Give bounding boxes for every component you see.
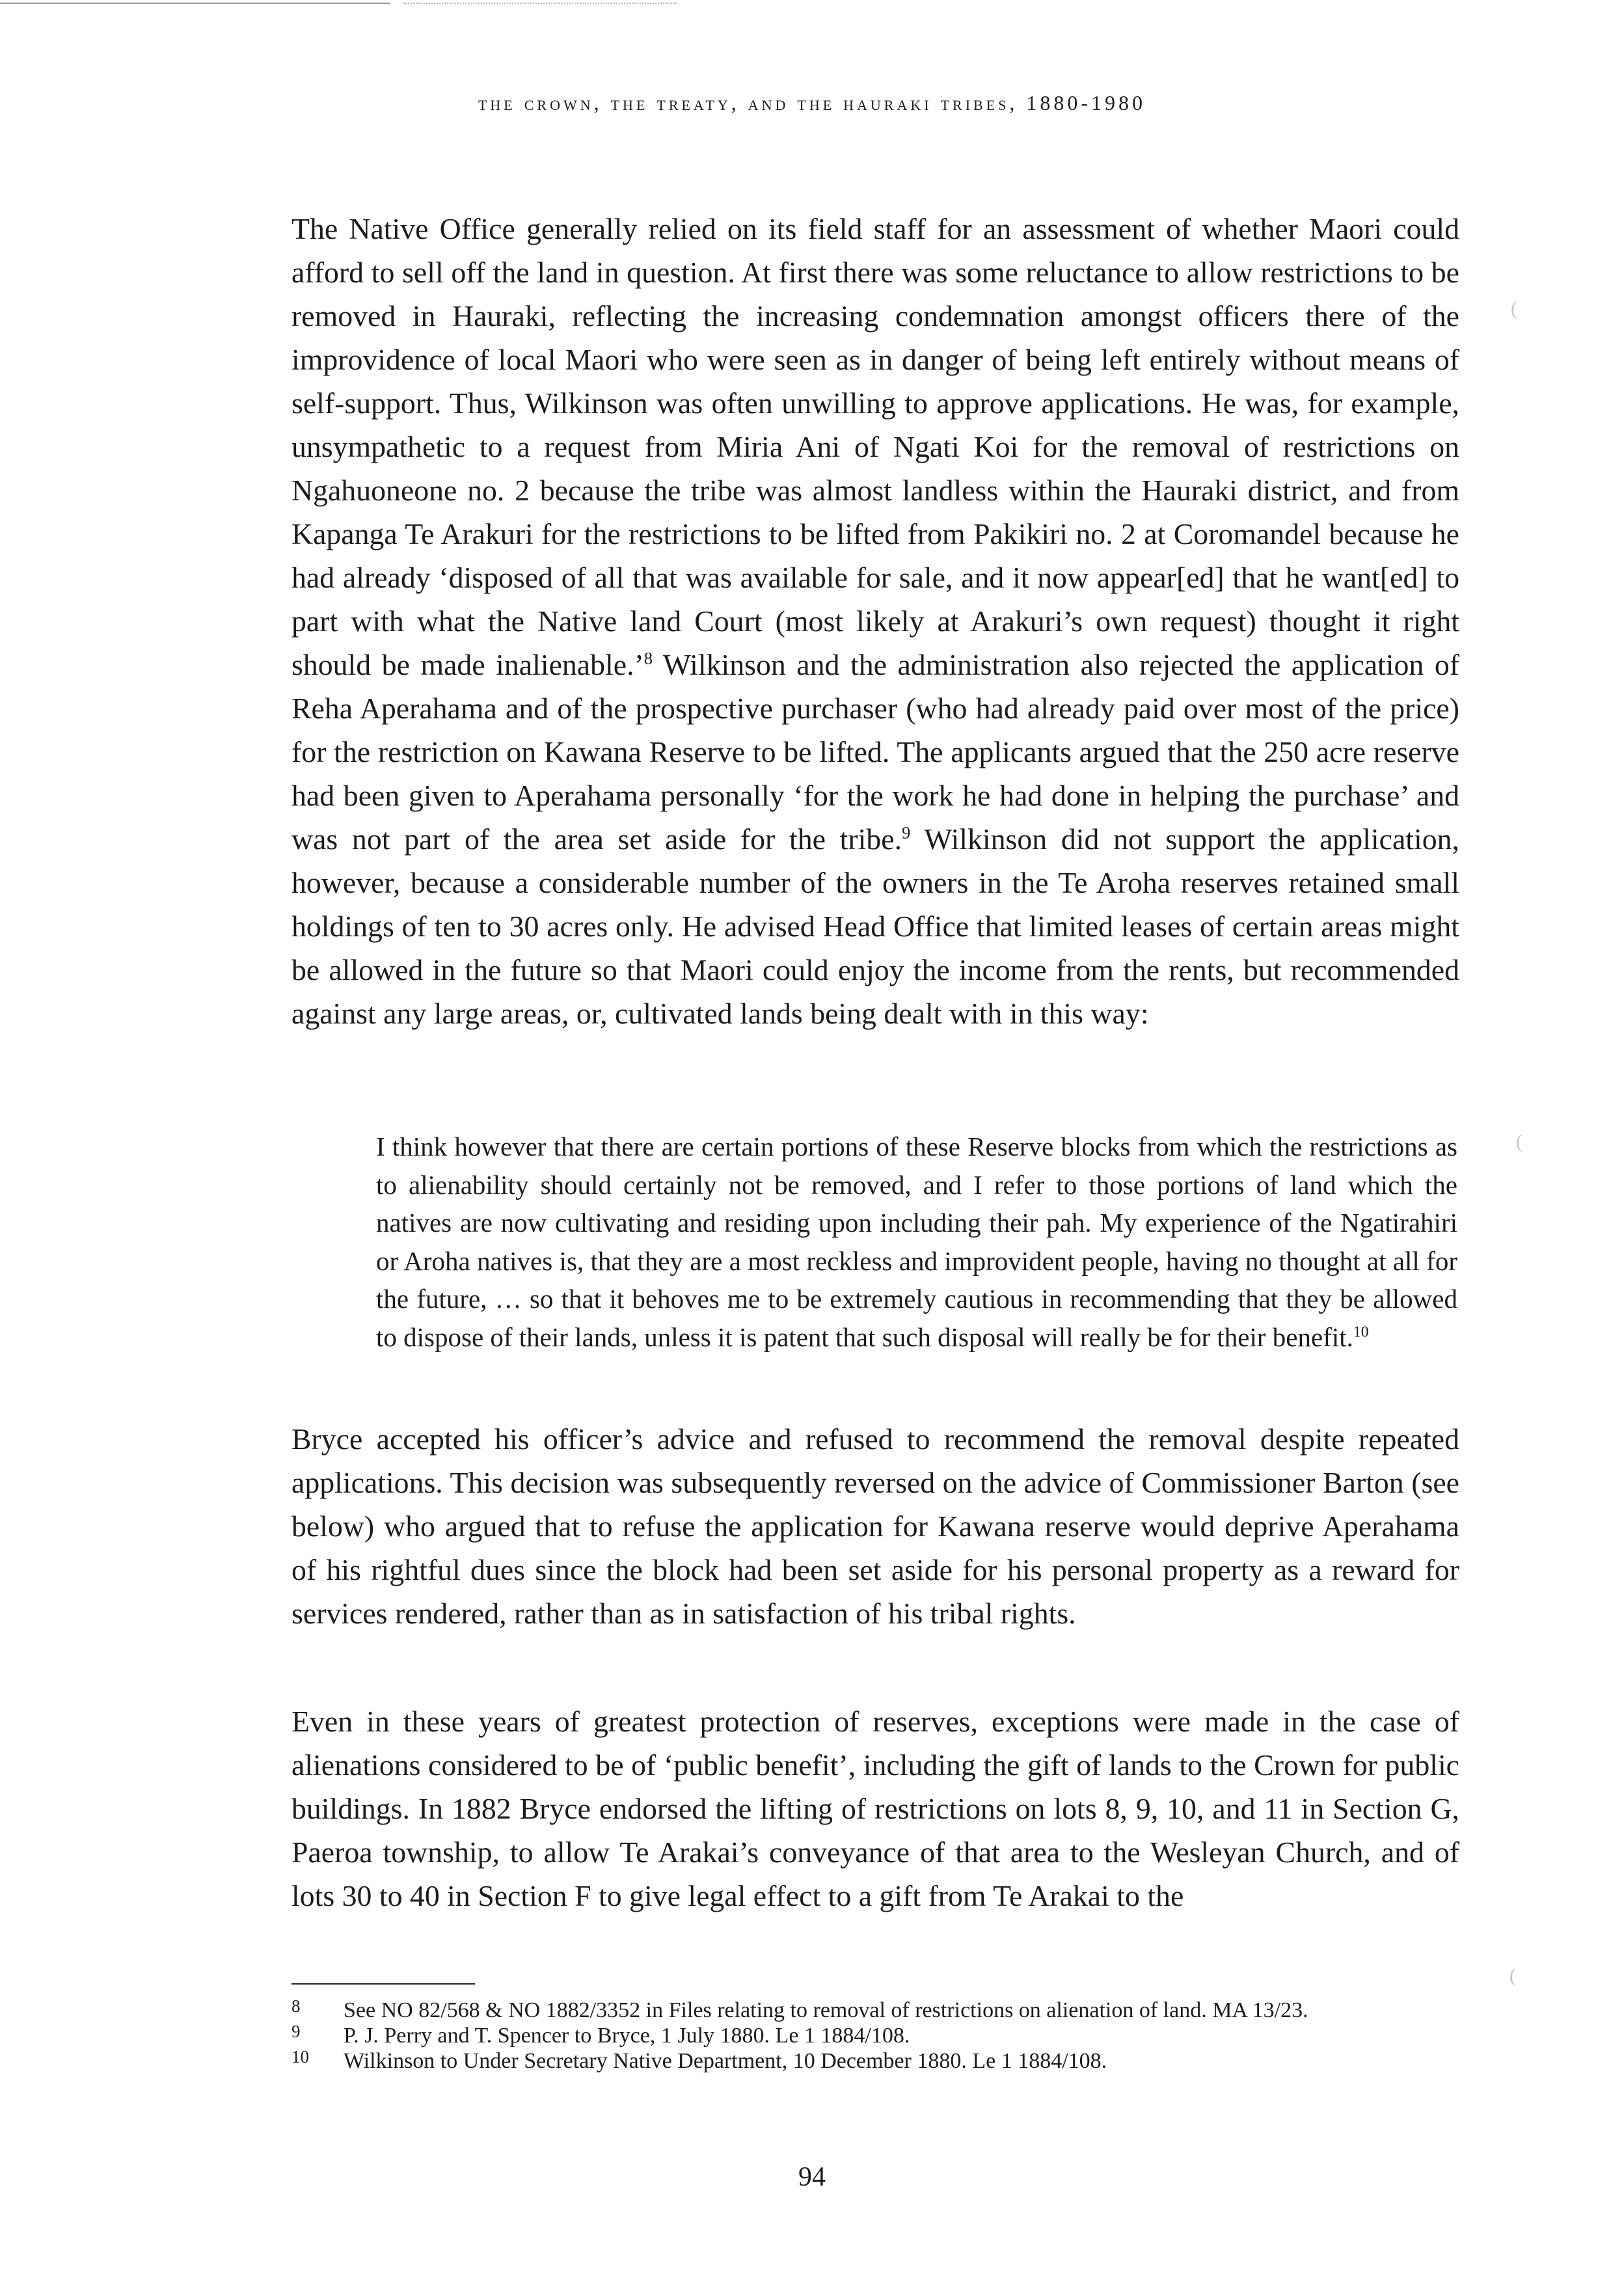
footnote-text: P. J. Perry and T. Spencer to Bryce, 1 July 1880. Le 1 1884/108. — [344, 2024, 910, 2048]
running-head: the crown, the treaty, and the hauraki tribes, 1880-1980 — [478, 91, 1146, 115]
body-paragraph-2: Bryce accepted his officer’s advice and refused to recommend the removal despite repeated applications. This decision was subsequently reversed on the advice of Commissioner Barton (see below) who argued that to refuse the application for Kawana reserve would deprive Aperahama of his rightful dues since the block had been set aside for his personal property as a reward for services rendered, rather than as in satisfaction of his tribal rights. — [291, 1422, 1459, 1630]
footnotes — [291, 1998, 1463, 2074]
paragraph-1-text-a: The Native Office generally relied on its field staff for an assessment of whether Maori could afford to sell off the land in question. At first there was some reluctance to allow restrictions to be removed in Hauraki, reflecting the increasing condemnation amongst officers there of the improvidence of local Maori who were seen as in danger of being left entirely without means of self-support. Thus, Wilkinson was often unwilling to approve applications. He was, for example, unsympathetic to a request from Miria Ani of Ngati Koi for the removal of restrictions on Ngahuoneone no. 2 because the tribe was almost landless within the Hauraki district, and from Kapanga Te Arakuri for the restrictions to be lifted from Pakikiri no. 2 at Coromandel because he had already ‘disposed of all that was available for sale, and it now appear[ed] that he want[ed] to part with what the Native land Court (most likely at Arakuri’s own request) thought it right should be made inalienable.’ — [291, 212, 1459, 681]
paragraph-1-text-b: Wilkinson and the administration also rejected the application of Reha Aperahama and of the prospective purchaser (who had already paid over most of the price) for the restriction on Kawana Reserve to be lifted. The applicants argued that the 250 acre reserve had been given to Aperahama personally ‘for the work he had done in helping the purchase’ and was not part of the area set aside for the tribe. — [291, 648, 1459, 856]
top-scan-rule — [0, 3, 390, 4]
footnote-text: Wilkinson to Under Secretary Native Department, 10 December 1880. Le 1 1884/108. — [344, 2049, 1107, 2073]
footnote-10 — [291, 2048, 1463, 2074]
block-quote-text: I think however that there are certain portions of these Reserve blocks from which the restrictions as to alienability should certainly not be removed, and I refer to those portions of land which the natives are now cultivating and residing upon including their pah. My experience of the Ngatirahiri or Aroha natives is, that they are a most reckless and improvident people, having no thought at all for the future, … so that it behoves me to be extremely cautious in recommending that they be allowed to dispose of their lands, unless it is patent that such disposal will really be for their benefit. — [376, 1132, 1457, 1352]
footnote-8 — [291, 1998, 1463, 2023]
body-paragraph-1 — [291, 207, 1459, 1035]
footnote-text: See NO 82/568 & NO 1882/3352 in Files relating to removal of restrictions on alienation of land. MA 13/23. — [344, 1998, 1308, 2022]
footnote-ref-8[interactable]: 8 — [643, 648, 653, 668]
footnote-number: 10 — [291, 2047, 309, 2067]
top-scan-rule-dotted — [403, 3, 677, 4]
margin-scan-mark: ( — [1509, 1965, 1516, 1986]
footnote-number: 9 — [291, 2022, 301, 2041]
page-number: 94 — [798, 2162, 826, 2192]
footnote-ref-10[interactable]: 10 — [1353, 1323, 1369, 1340]
paragraph-1-text-c: Wilkinson did not support the application, however, because a considerable number of the owners in the Te Aroha reserves retained small holdings of ten to 30 acres only. He advised Head Office that limited leases of certain areas might be allowed in the future so that Maori could enjoy the income from the rents, but recommended against any large areas, or, cultivated lands being dealt with in this way: — [291, 822, 1459, 1030]
footnote-separator — [291, 1983, 475, 1985]
footnote-ref-9[interactable]: 9 — [902, 822, 911, 843]
margin-scan-mark: ( — [1516, 1131, 1522, 1152]
footnote-number: 8 — [291, 1996, 301, 2016]
margin-scan-mark: ( — [1511, 298, 1517, 319]
block-quote — [376, 1128, 1457, 1356]
body-paragraph-3: Even in these years of greatest protection of reserves, exceptions were made in the case of alienations considered to be of ‘public benefit’, including the gift of lands to the Crown for public buildings. In 1882 Bryce endorsed the lifting of restrictions on lots 8, 9, 10, and 11 in Section G, Paeroa township, to allow Te Arakai’s conveyance of that area to the Wesleyan Church, and of lots 30 to 40 in Section F to give legal effect to a gift from Te Arakai to the — [291, 1705, 1459, 1912]
footnote-9 — [291, 2023, 1463, 2048]
